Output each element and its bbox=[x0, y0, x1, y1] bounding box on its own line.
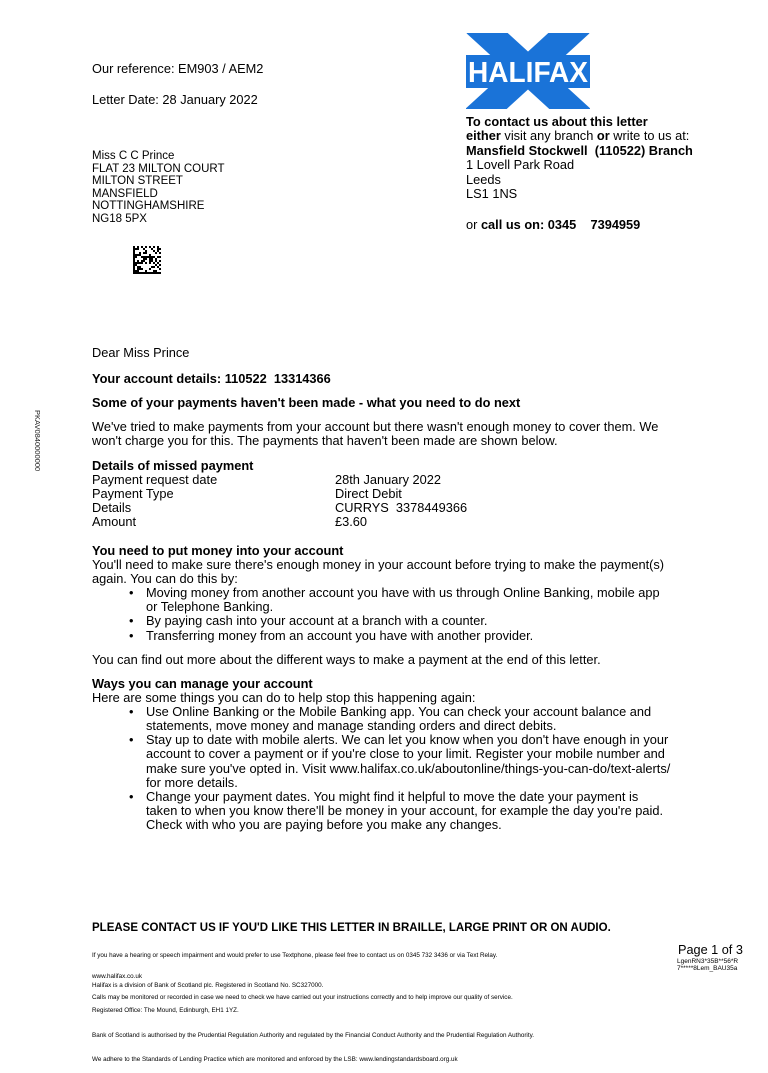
barcode-module bbox=[157, 246, 159, 248]
barcode-module bbox=[141, 256, 143, 258]
footer-legal bbox=[92, 966, 534, 1073]
barcode-module bbox=[159, 268, 161, 270]
barcode-module bbox=[153, 266, 155, 268]
barcode-module bbox=[147, 272, 149, 274]
barcode-module bbox=[153, 262, 155, 264]
barcode-module bbox=[137, 266, 139, 268]
barcode-module bbox=[153, 246, 155, 248]
barcode-module bbox=[135, 262, 137, 264]
barcode-module bbox=[133, 246, 135, 248]
barcode-module bbox=[135, 264, 137, 266]
barcode-module bbox=[149, 258, 151, 260]
branch-address-line: Leeds bbox=[466, 171, 501, 187]
recipient-address-line: NOTTINGHAMSHIRE bbox=[92, 200, 205, 213]
barcode-module bbox=[143, 260, 145, 262]
barcode-module bbox=[153, 270, 155, 272]
list-item bbox=[92, 586, 732, 614]
row-value: CURRYS 3378449366 bbox=[335, 500, 468, 516]
barcode-module bbox=[145, 270, 147, 272]
bullet-icon: • bbox=[129, 627, 134, 643]
barcode-module bbox=[155, 258, 157, 260]
barcode-module bbox=[137, 248, 139, 250]
side-reference-code: PKAV0840000000 bbox=[33, 410, 42, 472]
put-money-intro-line: You'll need to make sure there's enough money in your account before trying to make the payment(s) bbox=[92, 557, 665, 573]
payment-row-request-date bbox=[92, 473, 692, 487]
list-item-line: statements, move money and manage standing orders and direct debits. bbox=[146, 718, 557, 734]
call-monitoring-note: Calls may be monitored or recorded in case we need to check we have carried out your instructions correctly and to help improve our quality of service. bbox=[92, 994, 513, 1002]
list-item-line: Check with who you are paying before you make any changes. bbox=[146, 816, 502, 832]
barcode-module bbox=[155, 260, 157, 262]
barcode-module bbox=[135, 272, 137, 274]
barcode-module bbox=[137, 246, 139, 248]
find-out-more: You can find out more about the different ways to make a payment at the end of this letter. bbox=[92, 652, 601, 667]
barcode-module bbox=[145, 272, 147, 274]
call-prefix: or bbox=[466, 217, 481, 232]
list-item bbox=[92, 705, 732, 733]
contact-method-line bbox=[466, 129, 693, 143]
barcode-module bbox=[133, 258, 135, 260]
put-money-section bbox=[92, 544, 732, 643]
barcode-module bbox=[135, 254, 137, 256]
payment-row-details bbox=[92, 501, 692, 515]
row-label: Details bbox=[92, 500, 132, 516]
barcode-module bbox=[151, 258, 153, 260]
recipient-postcode: NG18 5PX bbox=[92, 212, 147, 225]
barcode-module bbox=[157, 262, 159, 264]
barcode-module bbox=[149, 268, 151, 270]
either-label: either bbox=[466, 128, 501, 144]
list-item-line: Moving money from another account you have with us through Online Banking, mobile app bbox=[146, 585, 660, 601]
barcode-module bbox=[153, 256, 155, 258]
list-item-line: Stay up to date with mobile alerts. We can let you know when you don't have enough in your bbox=[146, 732, 669, 748]
manage-intro: Here are some things you can do to help stop this happening again: bbox=[92, 690, 476, 706]
recipient-address-line: FLAT 23 MILTON COURT bbox=[92, 162, 225, 175]
barcode-module bbox=[155, 264, 157, 266]
barcode-module bbox=[133, 262, 135, 264]
branch-address-line: LS1 1NS bbox=[466, 186, 518, 202]
barcode-module bbox=[149, 260, 151, 262]
legal-line: Halifax is a division of Bank of Scotland plc. Registered in Scotland No. SC327000. bbox=[92, 982, 324, 990]
row-label: Payment Type bbox=[92, 486, 174, 502]
bullet-icon: • bbox=[129, 704, 134, 720]
barcode-module bbox=[133, 250, 135, 252]
barcode-matrix bbox=[133, 246, 161, 274]
barcode-module bbox=[139, 266, 141, 268]
barcode-module bbox=[151, 260, 153, 262]
barcode-module bbox=[153, 272, 155, 274]
branch-name: Mansfield Stockwell (110522) Branch bbox=[466, 142, 693, 158]
put-money-intro-line: again. You can do this by: bbox=[92, 571, 238, 587]
legal-line: Bank of Scotland is authorised by the Prudential Regulation Authority and regulated by the Financial Conduct Authority and the Prudential Regulation Authority. bbox=[92, 1031, 534, 1039]
row-value: 28th January 2022 bbox=[335, 472, 442, 488]
legal-line: Registered Office: The Mound, Edinburgh, EH1 1YZ. bbox=[92, 1007, 239, 1015]
barcode-module bbox=[137, 254, 139, 256]
bullet-icon: • bbox=[129, 585, 134, 601]
barcode-module bbox=[157, 272, 159, 274]
barcode-module bbox=[145, 250, 147, 252]
document-code: LgenRN3*35B**56*R bbox=[677, 957, 739, 965]
barcode-module bbox=[135, 248, 137, 250]
manage-heading: Ways you can manage your account bbox=[92, 676, 313, 691]
barcode-module bbox=[133, 270, 135, 272]
barcode-module bbox=[139, 268, 141, 270]
or-label: or bbox=[596, 128, 610, 144]
recipient-address-line: MANSFIELD bbox=[92, 187, 158, 200]
barcode-module bbox=[159, 248, 161, 250]
intro-paragraph bbox=[92, 420, 658, 448]
barcode-module bbox=[149, 246, 151, 248]
barcode-module bbox=[135, 256, 137, 258]
list-item bbox=[92, 629, 732, 643]
barcode-module bbox=[137, 270, 139, 272]
account-details: Your account details: 110522 13314366 bbox=[92, 371, 331, 386]
barcode-module bbox=[139, 254, 141, 256]
halifax-logo bbox=[466, 33, 590, 109]
list-item bbox=[92, 790, 732, 832]
put-money-heading: You need to put money into your account bbox=[92, 543, 344, 558]
barcode-module bbox=[159, 260, 161, 262]
barcode-module bbox=[145, 246, 147, 248]
barcode-module bbox=[141, 262, 143, 264]
manage-account-section bbox=[92, 677, 732, 832]
document-codes bbox=[677, 958, 738, 972]
barcode-module bbox=[151, 266, 153, 268]
barcode-module bbox=[137, 272, 139, 274]
list-item-line: or Telephone Banking. bbox=[146, 599, 274, 615]
barcode-module bbox=[143, 256, 145, 258]
barcode-module bbox=[141, 246, 143, 248]
barcode-module bbox=[151, 256, 153, 258]
barcode-module bbox=[157, 256, 159, 258]
barcode-module bbox=[157, 266, 159, 268]
barcode-module bbox=[139, 262, 141, 264]
barcode-module bbox=[145, 256, 147, 258]
barcode-module bbox=[147, 256, 149, 258]
list-item-line: Transferring money from an account you have with another provider. bbox=[146, 627, 534, 643]
letter-date: Letter Date: 28 January 2022 bbox=[92, 92, 258, 107]
list-item-line: for more details. bbox=[146, 774, 238, 790]
barcode-module bbox=[153, 250, 155, 252]
barcode-module bbox=[155, 252, 157, 254]
list-item-line: Use Online Banking or the Mobile Banking app. You can check your account balance and bbox=[146, 704, 652, 720]
barcode-module bbox=[139, 272, 141, 274]
barcode-module bbox=[133, 272, 135, 274]
branch-address-line: 1 Lovell Park Road bbox=[466, 157, 575, 173]
barcode-module bbox=[137, 262, 139, 264]
greeting: Dear Miss Prince bbox=[92, 345, 190, 360]
barcode-module bbox=[143, 258, 145, 260]
contact-title: To contact us about this letter bbox=[466, 114, 648, 129]
intro-line: We've tried to make payments from your account but there wasn't enough money to cover them. We bbox=[92, 419, 659, 434]
row-label: Payment request date bbox=[92, 472, 218, 488]
barcode-module bbox=[145, 252, 147, 254]
barcode-module bbox=[159, 272, 161, 274]
payment-row-type bbox=[92, 487, 692, 501]
barcode-module bbox=[141, 268, 143, 270]
list-item-line: By paying cash into your account at a branch with a counter. bbox=[146, 613, 488, 629]
barcode-module bbox=[133, 264, 135, 266]
bullet-icon: • bbox=[129, 613, 134, 629]
barcode-module bbox=[141, 260, 143, 262]
intro-line: won't charge you for this. The payments that haven't been made are shown below. bbox=[92, 433, 558, 449]
missed-payment-details bbox=[92, 459, 692, 529]
list-item-line: Change your payment dates. You might find it helpful to move the date your payment is bbox=[146, 788, 639, 804]
logo-wordmark: HALIFAX bbox=[468, 57, 589, 89]
bullet-icon: • bbox=[129, 788, 134, 804]
barcode-module bbox=[133, 268, 135, 270]
recipient-address-line: MILTON STREET bbox=[92, 175, 183, 188]
barcode-module bbox=[151, 272, 153, 274]
barcode-module bbox=[141, 272, 143, 274]
barcode-module bbox=[133, 256, 135, 258]
barcode-module bbox=[149, 272, 151, 274]
textphone-note: If you have a hearing or speech impairment and would prefer to use Textphone, please feel free to contact us on 0345 732 3436 or via Text Relay. bbox=[92, 951, 498, 959]
barcode-module bbox=[137, 268, 139, 270]
missed-payment-heading: Details of missed payment bbox=[92, 458, 254, 473]
barcode-module bbox=[133, 248, 135, 250]
barcode-module bbox=[145, 262, 147, 264]
barcode-module bbox=[139, 252, 141, 254]
call-us-number: call us on: 0345 7394959 bbox=[480, 217, 641, 232]
barcode-module bbox=[149, 254, 151, 256]
recipient-address bbox=[92, 150, 225, 226]
barcode-module bbox=[143, 272, 145, 274]
barcode-module bbox=[133, 266, 135, 268]
barcode-module bbox=[133, 260, 135, 262]
row-label: Amount bbox=[92, 514, 137, 530]
row-value: Direct Debit bbox=[335, 486, 402, 502]
barcode-module bbox=[149, 256, 151, 258]
barcode-module bbox=[155, 272, 157, 274]
letter-subject: Some of your payments haven't been made - what you need to do next bbox=[92, 395, 521, 410]
barcode-module bbox=[159, 264, 161, 266]
bullet-icon: • bbox=[129, 732, 134, 748]
our-reference: Our reference: EM903 / AEM2 bbox=[92, 61, 264, 76]
barcode-module bbox=[133, 254, 135, 256]
list-item bbox=[92, 614, 732, 628]
barcode-module bbox=[157, 248, 159, 250]
barcode-module bbox=[151, 248, 153, 250]
barcode-module bbox=[143, 248, 145, 250]
list-item-line: taken to when you know there'll be money in your account, for example the day you're paid. bbox=[146, 802, 664, 818]
barcode-module bbox=[159, 252, 161, 254]
website-url: www.halifax.co.uk bbox=[92, 972, 143, 980]
contact-block bbox=[466, 115, 693, 201]
page-number: Page 1 of 3 bbox=[678, 943, 743, 957]
row-value: £3.60 bbox=[335, 514, 368, 530]
barcode-module bbox=[149, 262, 151, 264]
payment-row-amount bbox=[92, 515, 692, 529]
barcode-module bbox=[137, 260, 139, 262]
legal-line: We adhere to the Standards of Lending Practice which are monitored and enforced by the LSB: www.lendingstandardsboard.org.uk bbox=[92, 1056, 458, 1064]
document-code: 7*****8Lem_BAU35a bbox=[677, 964, 738, 972]
barcode-module bbox=[143, 252, 145, 254]
barcode-module bbox=[135, 270, 137, 272]
accessible-formats-notice: PLEASE CONTACT US IF YOU'D LIKE THIS LETTER IN BRAILLE, LARGE PRINT OR ON AUDIO. bbox=[92, 922, 611, 934]
list-item bbox=[92, 733, 732, 789]
list-item-line: account to cover a payment or if you're close to your limit. Register your mobile number and bbox=[146, 746, 665, 762]
list-item-line: make sure you've opted in. Visit www.halifax.co.uk/aboutonline/things-you-can-do/text-alerts/ bbox=[146, 760, 671, 776]
barcode-module bbox=[133, 252, 135, 254]
barcode-module bbox=[157, 250, 159, 252]
recipient-name: Miss C C Prince bbox=[92, 150, 175, 162]
barcode-module bbox=[159, 256, 161, 258]
visit-branch-text: visit any branch bbox=[500, 128, 597, 144]
call-us-line bbox=[466, 218, 640, 232]
barcode-module bbox=[145, 258, 147, 260]
barcode-module bbox=[155, 270, 157, 272]
write-to-us-text: write to us at: bbox=[609, 128, 690, 144]
